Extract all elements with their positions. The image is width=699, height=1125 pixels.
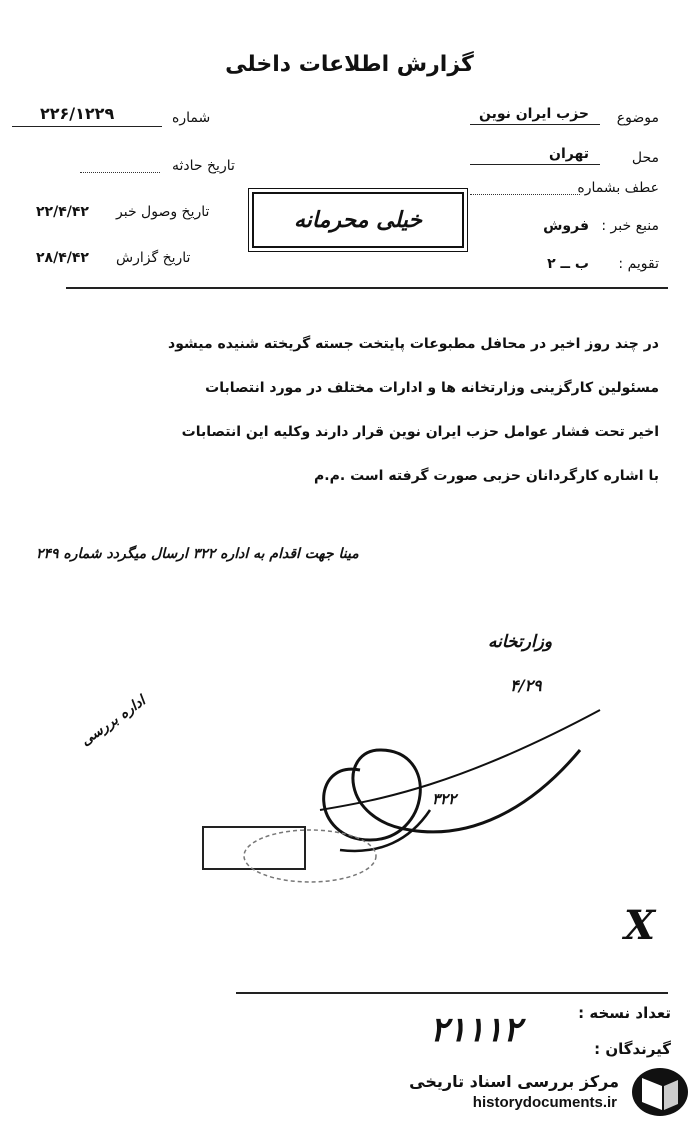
ref-line <box>470 194 580 195</box>
ref-label: عطف بشماره <box>577 180 659 196</box>
subject-underline <box>470 124 600 125</box>
body-line-2: مسئولین کارگزینی وزارتخانه ها و ادارات مختلف در مورد انتصابات <box>205 380 659 396</box>
incident-date-line <box>80 172 160 173</box>
archive-logo-icon <box>628 1066 690 1118</box>
report-date-value: ۲۸/۴/۴۲ <box>36 250 89 266</box>
source-value: فروش <box>543 218 589 234</box>
classification-stamp <box>252 192 464 248</box>
recipients-label: گیرندگان : <box>594 1040 671 1058</box>
received-date-value: ۲۲/۴/۴۲ <box>36 204 89 220</box>
incident-date-label: تاریخ حادثه <box>172 158 235 174</box>
subject-value: حزب ایران نوین <box>478 106 589 122</box>
rating-label: تقویم : <box>618 256 659 272</box>
handwritten-reference: ۳۲۲ <box>432 790 457 808</box>
handwritten-archive-number: ۲۱۱۱۲ <box>430 1010 522 1050</box>
received-date-label: تاریخ وصول خبر <box>116 204 210 220</box>
number-underline <box>12 126 162 127</box>
handwritten-date: ۴/۲۹ <box>510 676 542 695</box>
number-value: ۲۲۶/۱۲۲۹ <box>40 104 115 123</box>
body-line-4: با اشاره کارگردانان حزبی صورت گرفته است .م.م <box>314 468 659 484</box>
watermark-url: historydocuments.ir <box>472 1094 617 1111</box>
subject-label: موضوع <box>616 110 659 126</box>
handwritten-x-mark: X <box>624 902 656 949</box>
classification-stamp-text: خیلی محرمانه <box>293 207 423 233</box>
copies-label: تعداد نسخه : <box>578 1004 671 1022</box>
place-value: تهران <box>549 146 589 162</box>
faded-oval-stamp <box>240 826 380 886</box>
handwritten-instruction: مینا جهت اقدام به اداره ۳۲۲ ارسال میگردد شماره ۲۴۹ <box>36 546 359 562</box>
place-underline <box>470 164 600 165</box>
body-line-1: در چند روز اخیر در محافل مطبوعات پایتخت جسته گریخته شنیده میشود <box>168 336 659 352</box>
watermark-name: مرکز بررسی اسناد تاریخی <box>409 1072 619 1091</box>
source-label: منبع خبر : <box>601 218 659 234</box>
rating-value: ب ــ ۲ <box>547 256 589 272</box>
place-label: محل <box>631 150 659 166</box>
document-title: گزارش اطلاعات داخلی <box>225 52 474 77</box>
handwritten-margin-note: اداره بررسی <box>78 693 149 750</box>
handwritten-ministry: وزارتخانه <box>488 632 553 652</box>
number-label: شماره <box>172 110 211 126</box>
report-date-label: تاریخ گزارش <box>116 250 191 266</box>
footer-divider <box>236 992 668 994</box>
header-divider <box>66 287 668 289</box>
body-line-3: اخیر تحت فشار عوامل حزب ایران نوین قرار دارند وکلیه این انتصابات <box>181 424 659 440</box>
